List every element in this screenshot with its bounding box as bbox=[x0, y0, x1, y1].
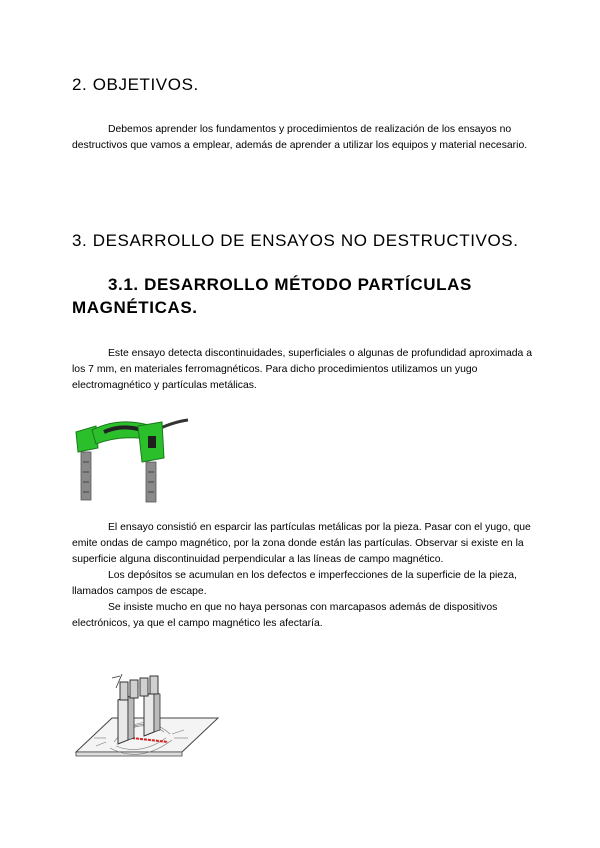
objetivos-text: Debemos aprender los fundamentos y procedimientos de realización de los ensayos no destructivos que vamos a emplear, además de aprender a utilizar los equipos y material necesario. bbox=[72, 124, 528, 151]
yoke-pole-left-side bbox=[128, 696, 134, 740]
objetivos-paragraph bbox=[72, 122, 534, 154]
yoke-left-leg bbox=[81, 452, 91, 500]
magnetic-field-figure bbox=[72, 668, 222, 764]
yoke-pole-right-side bbox=[154, 692, 160, 732]
yoke-pole-right bbox=[144, 692, 154, 736]
yoke-switch bbox=[148, 436, 156, 448]
body-paragraph-3: Se insiste mucho en que no haya personas con marcapasos además de dispositivos electrónicos, ya que el campo magnético les afectaría. bbox=[72, 602, 498, 629]
body-paragraph-1: El ensayo consistió en esparcir las partículas metálicas por la pieza. Pasar con el yugo, que emite ondas de campo magnético, por la zona donde están las partículas. Observar si existe en la superficie alguna discontinuidad perpendicular a las líneas de campo magnético. bbox=[72, 522, 531, 565]
intro-text: Este ensayo detecta discontinuidades, superficiales o algunas de profundidad aproximada a los 7 mm, en materiales ferromagnéticos. Para dicho procedimientos utilizamos un yugo electromagnético y partículas metálicas. bbox=[72, 348, 532, 391]
section-heading-desarrollo: 3. DESARROLLO DE ENSAYOS NO DESTRUCTIVOS. bbox=[72, 231, 519, 250]
yoke-figure bbox=[72, 412, 192, 508]
section-heading-objetivos: 2. OBJETIVOS. bbox=[72, 75, 199, 94]
subsection-heading-particulas: 3.1. DESARROLLO MÉTODO PARTÍCULAS MAGNÉTICAS. bbox=[72, 275, 472, 317]
yoke-pole-left bbox=[118, 696, 128, 744]
intro-paragraph bbox=[72, 346, 534, 394]
body-paragraphs bbox=[72, 520, 534, 632]
body-paragraph-2: Los depósitos se acumulan en los defectos e imperfecciones de la superficie de la pieza, llamados campos de escape. bbox=[72, 570, 517, 597]
